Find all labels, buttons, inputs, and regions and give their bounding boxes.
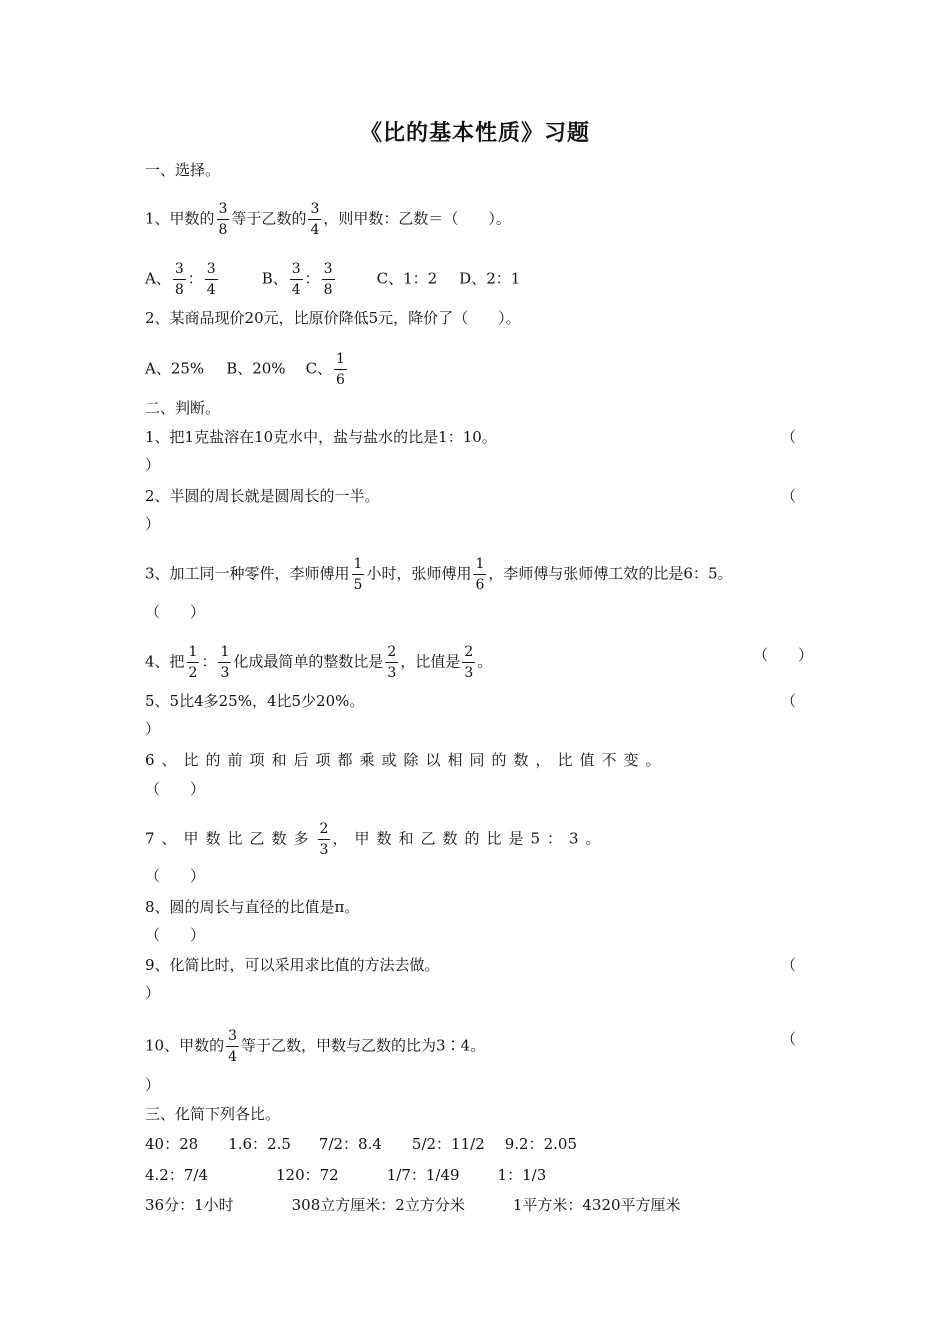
section-1-heading: 一、选择。 (145, 161, 221, 179)
ratio-item: 36分：1小时 (145, 1196, 234, 1214)
fraction: $\frac{3}{4}$ (206, 261, 216, 298)
fraction: $\frac{2}{3}$ (464, 644, 474, 681)
ratio-item: 1.6：2.5 (228, 1135, 291, 1153)
s1-question-2: 2、某商品现价20元，比原价降低5元，降价了（ ）。 (145, 309, 521, 327)
s1-question-1-options: A、 $\frac{3}{8}$ ： $\frac{3}{4}$ B、 $\frac{3}{4}$ ： $\frac{3}{8}$ C、1：2 D、2：1 (145, 261, 521, 298)
answer-paren-open: （ (780, 956, 796, 974)
fraction: $\frac{3}{8}$ (218, 201, 228, 238)
answer-paren-close: ） (145, 720, 161, 738)
fraction: $\frac{1}{3}$ (220, 644, 230, 681)
section-3-heading: 三、化简下列各比。 (145, 1105, 281, 1123)
s2-question-9: 9、化简比时，可以采用求比值的方法去做。 (145, 956, 440, 974)
fraction: $\frac{3}{4}$ (291, 261, 301, 298)
ratio-item: 1：1/3 (497, 1166, 547, 1184)
answer-blank: （ ） (145, 603, 206, 621)
ratio-item: 308立方厘米：2立方分米 (291, 1196, 465, 1214)
ratio-item: 4.2：7/4 (145, 1166, 208, 1184)
s2-question-3: 3、加工同一种零件，李师傅用 $\frac{1}{5}$ 小时，张师傅用 $\frac{1}{6}$ ，李师傅与张师傅工效的比是6：5。 (145, 556, 733, 593)
ratio-item: 120：72 (276, 1166, 339, 1184)
ratio-item: 9.2：2.05 (504, 1135, 577, 1153)
s3-row-1 (145, 1134, 577, 1154)
fraction: $\frac{3}{8}$ (174, 261, 184, 298)
fraction: $\frac{1}{2}$ (188, 644, 198, 681)
s2-question-1: 1、把1克盐溶在10克水中，盐与盐水的比是1：10。 (145, 428, 497, 446)
fraction: $\frac{2}{3}$ (387, 644, 397, 681)
s2-question-5: 5、5比4多25%，4比5少20%。 (145, 692, 365, 710)
answer-paren-open: （ (780, 487, 796, 505)
s2-question-8: 8、圆的周长与直径的比值是π。 (145, 898, 360, 916)
fraction: $\frac{1}{6}$ (475, 556, 485, 593)
ratio-item: 7/2：8.4 (318, 1135, 382, 1153)
fraction: $\frac{2}{3}$ (319, 821, 329, 858)
answer-paren-close: ） (145, 515, 161, 533)
answer-paren-open: （ (780, 692, 796, 710)
answer-blank: （ ） (145, 780, 206, 798)
fraction: $\frac{1}{5}$ (353, 556, 363, 593)
fraction: $\frac{3}{8}$ (323, 261, 333, 298)
s2-question-10: 10、甲数的 $\frac{3}{4}$ 等于乙数，甲数与乙数的比为3∶4。 (145, 1028, 486, 1065)
s2-question-7: 7、甲数比乙数多 $\frac{2}{3}$ ，甲数和乙数的比是5：3。 (145, 821, 608, 858)
ratio-item: 1平方米：4320平方厘米 (512, 1196, 681, 1214)
answer-paren-close: ） (145, 1076, 161, 1094)
page-title: 《比的基本性质》习题 (359, 121, 590, 146)
fraction: $\frac{1}{6}$ (336, 351, 345, 388)
s1-question-2-options: A、25% B、20% C、 $\frac{1}{6}$ (145, 351, 345, 388)
answer-paren-open: （ (780, 1030, 796, 1048)
ratio-item: 1/7：1/49 (386, 1166, 460, 1184)
ratio-item: 5/2：11/2 (411, 1135, 485, 1153)
s3-row-2 (145, 1165, 546, 1185)
ratio-item: 40：28 (145, 1135, 199, 1153)
answer-blank: （ ） (145, 867, 206, 885)
s2-question-2: 2、半圆的周长就是圆周长的一半。 (145, 487, 380, 505)
answer-blank: （ ） (145, 926, 206, 944)
s2-question-6: 6、比的前项和后项都乘或除以相同的数，比值不变。 (145, 751, 668, 769)
s2-question-4: 4、把 $\frac{1}{2}$ ： $\frac{1}{3}$ 化成最简单的整数比是 $\frac{2}{3}$ ，比值是 $\frac{2}{3}$ 。 (145, 644, 493, 681)
fraction: $\frac{3}{4}$ (310, 201, 320, 238)
answer-paren-close: ） (145, 456, 161, 474)
s3-row-3 (145, 1195, 681, 1215)
answer-blank: （ ） (753, 646, 814, 664)
section-2-heading: 二、判断。 (145, 399, 221, 417)
answer-paren-close: ） (145, 984, 161, 1002)
s1-question-1: 1、甲数的 $\frac{3}{8}$ 等于乙数的 $\frac{3}{4}$ ，则甲数：乙数＝（ ）。 (145, 201, 511, 238)
answer-paren-open: （ (780, 428, 796, 446)
fraction: $\frac{3}{4}$ (228, 1028, 238, 1065)
